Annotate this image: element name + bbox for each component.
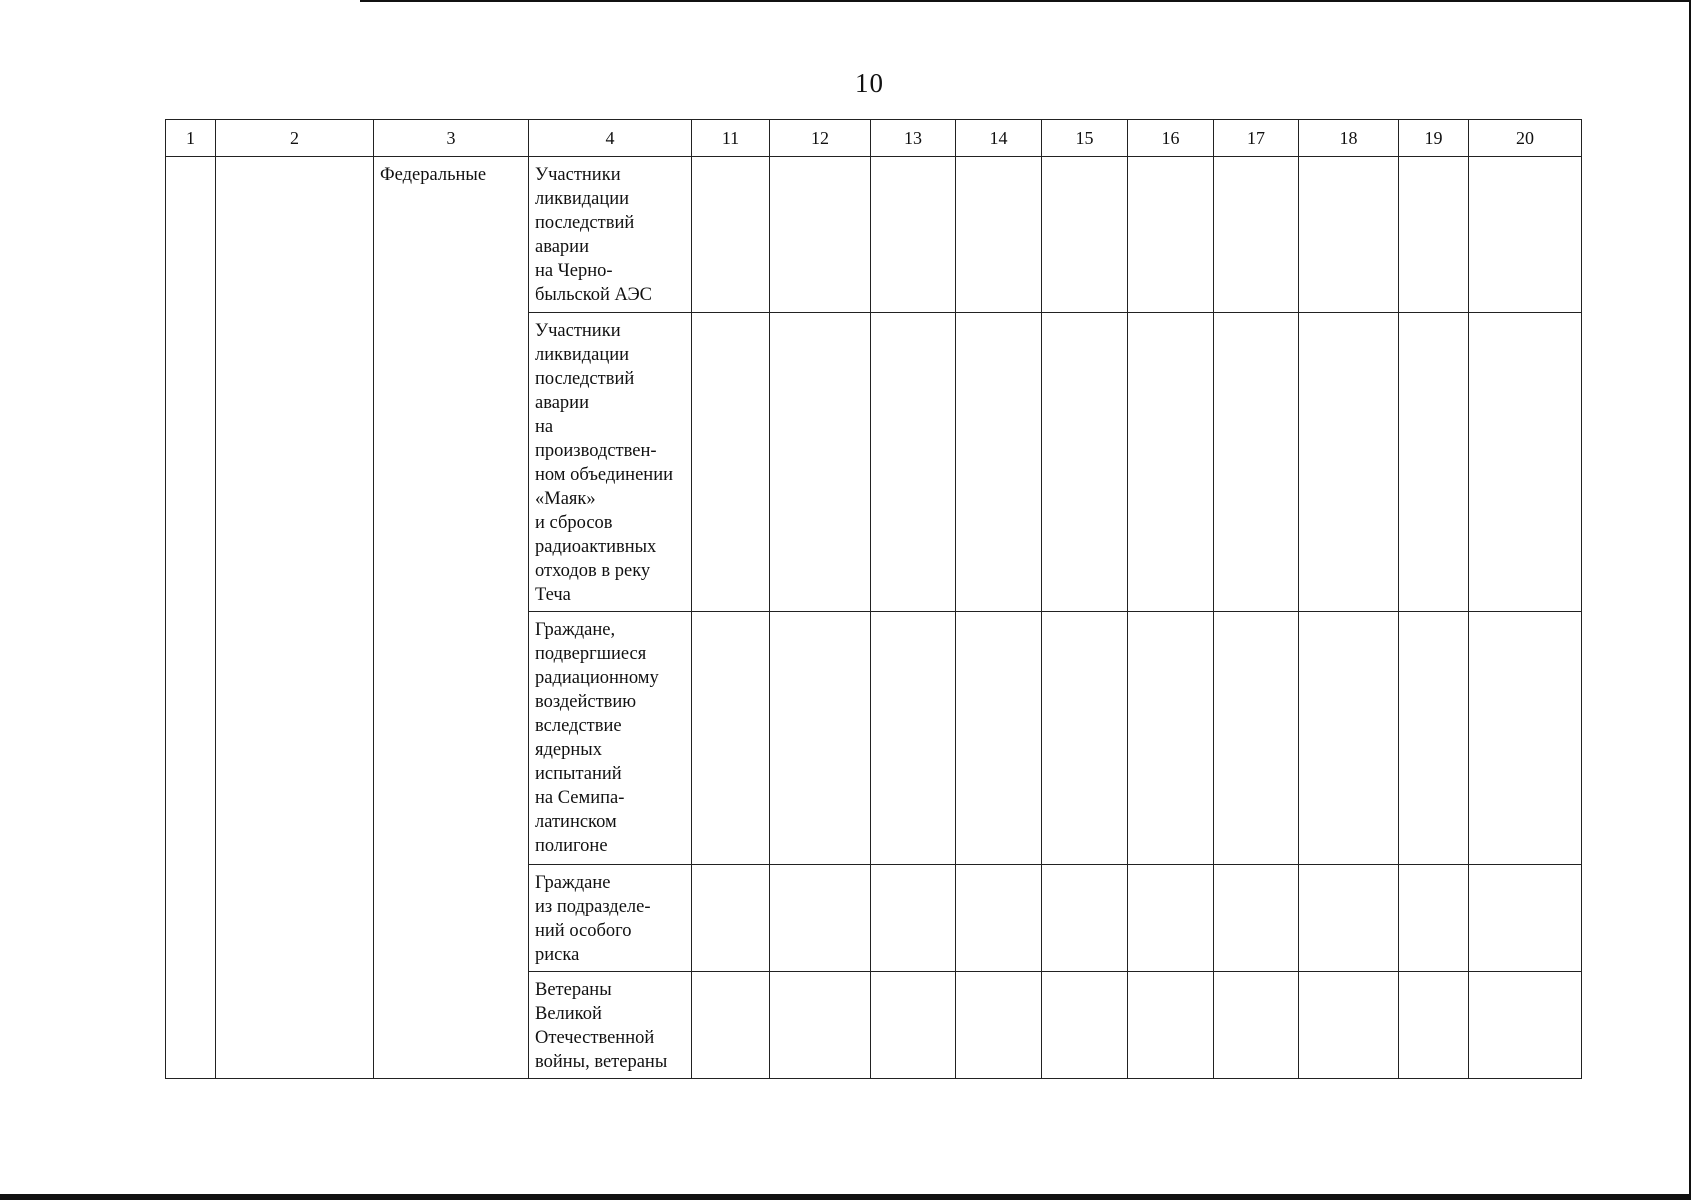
data-cell <box>871 313 956 612</box>
data-cell <box>1214 157 1299 313</box>
column-header: 15 <box>1042 120 1128 157</box>
column-header: 14 <box>956 120 1042 157</box>
col2-cell <box>216 157 374 1079</box>
data-cell <box>1042 313 1128 612</box>
data-cell <box>692 865 770 972</box>
data-cell <box>1299 313 1399 612</box>
data-cell <box>1042 157 1128 313</box>
category-label: Граждане из подразделе- ний особого риска <box>535 873 651 965</box>
data-cell <box>956 157 1042 313</box>
column-header: 4 <box>529 120 692 157</box>
data-cell <box>956 612 1042 865</box>
page-number: 10 <box>855 68 884 98</box>
data-cell <box>692 157 770 313</box>
category-cell <box>529 972 692 1079</box>
data-cell <box>1399 612 1469 865</box>
category-label: Ветераны Великой Отечественной войны, ветераны <box>535 980 668 1072</box>
table-row <box>166 157 1582 313</box>
data-cell <box>1214 972 1299 1079</box>
category-cell <box>529 313 692 612</box>
scan-border-bottom <box>0 1194 1691 1200</box>
data-cell <box>1469 865 1582 972</box>
data-cell <box>1128 313 1214 612</box>
data-cell <box>956 865 1042 972</box>
data-cell <box>1299 157 1399 313</box>
data-cell <box>1399 157 1469 313</box>
data-cell <box>1214 313 1299 612</box>
data-cell <box>1299 612 1399 865</box>
data-cell <box>1469 157 1582 313</box>
column-header: 13 <box>871 120 956 157</box>
scan-border-top <box>360 0 1691 2</box>
column-header: 16 <box>1128 120 1214 157</box>
col1-cell <box>166 157 216 1079</box>
data-cell <box>1399 865 1469 972</box>
column-header: 3 <box>374 120 529 157</box>
data-cell <box>1469 972 1582 1079</box>
table-header-row <box>166 120 1582 157</box>
column-header: 19 <box>1399 120 1469 157</box>
data-cell <box>770 972 871 1079</box>
column-header: 12 <box>770 120 871 157</box>
data-cell <box>692 313 770 612</box>
data-cell <box>1214 865 1299 972</box>
data-cell <box>1299 865 1399 972</box>
data-cell <box>692 972 770 1079</box>
data-cell <box>1128 865 1214 972</box>
data-cell <box>956 313 1042 612</box>
data-cell <box>1214 612 1299 865</box>
data-cell <box>770 612 871 865</box>
column-header: 11 <box>692 120 770 157</box>
data-cell <box>1469 313 1582 612</box>
data-cell <box>1042 612 1128 865</box>
category-label: Граждане, подвергшиеся радиационному воздействию вследствие ядерных испытаний на Семипа- латинском полигоне <box>535 620 659 856</box>
column-header: 2 <box>216 120 374 157</box>
data-cell <box>1042 865 1128 972</box>
category-cell <box>529 157 692 313</box>
category-cell <box>529 612 692 865</box>
category-label: Участники ликвидации последствий аварии на Черно- быльской АЭС <box>535 165 652 305</box>
document-table <box>165 119 1582 1079</box>
data-cell <box>871 157 956 313</box>
data-cell <box>770 157 871 313</box>
column-header: 17 <box>1214 120 1299 157</box>
level-cell <box>374 157 529 1079</box>
data-cell <box>770 313 871 612</box>
column-header: 1 <box>166 120 216 157</box>
data-cell <box>871 865 956 972</box>
data-cell <box>1128 157 1214 313</box>
data-cell <box>1042 972 1128 1079</box>
category-cell <box>529 865 692 972</box>
data-cell <box>1469 612 1582 865</box>
column-header: 18 <box>1299 120 1399 157</box>
data-cell <box>770 865 871 972</box>
data-cell <box>1399 972 1469 1079</box>
data-cell <box>871 972 956 1079</box>
data-cell <box>1299 972 1399 1079</box>
data-cell <box>692 612 770 865</box>
data-cell <box>1128 972 1214 1079</box>
data-cell <box>1128 612 1214 865</box>
category-label: Участники ликвидации последствий аварии на производствен- ном объединении «Маяк» и сбросов радиоактивных отходов в реку Теча <box>535 321 673 605</box>
data-cell <box>1399 313 1469 612</box>
data-cell <box>871 612 956 865</box>
data-cell <box>956 972 1042 1079</box>
level-label: Федеральные <box>380 165 487 185</box>
column-header: 20 <box>1469 120 1582 157</box>
